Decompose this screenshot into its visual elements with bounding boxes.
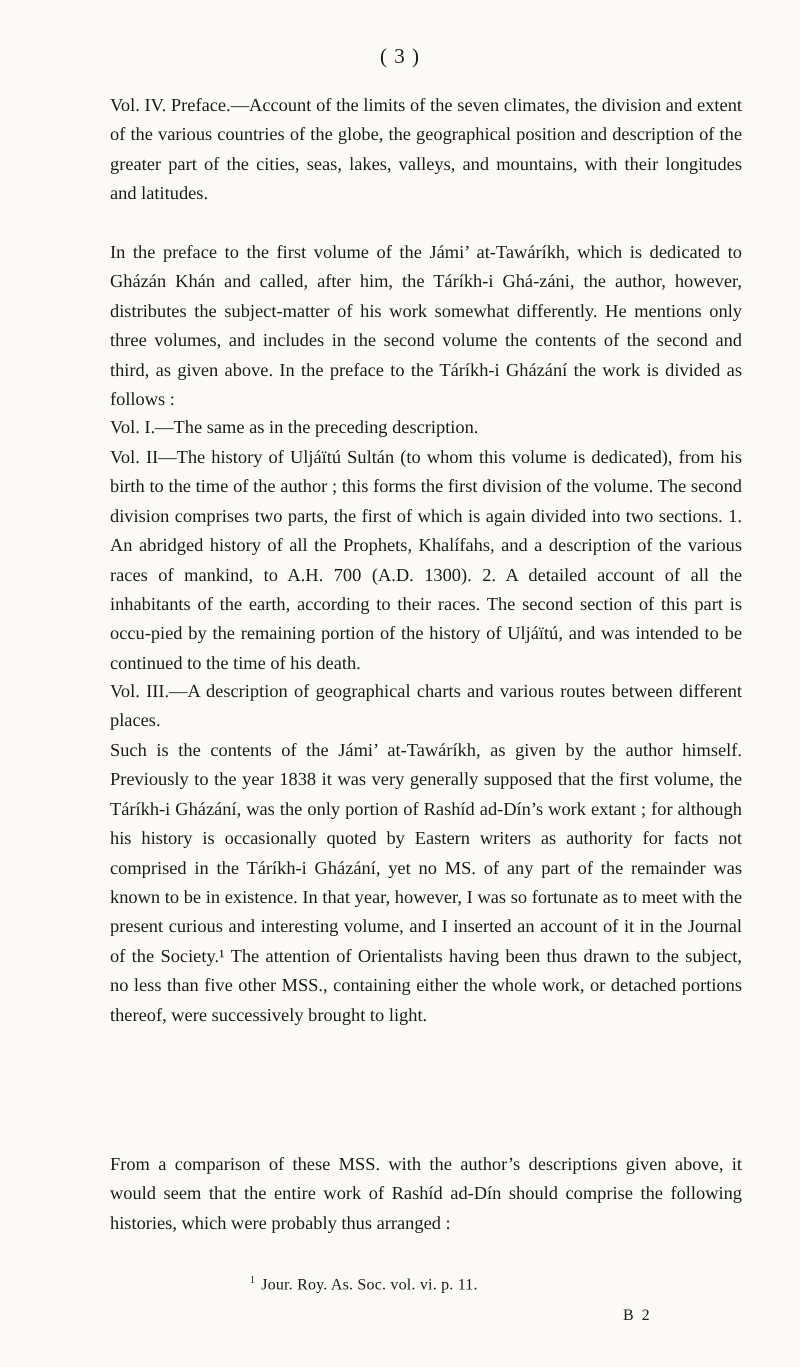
paragraph-text: In the preface to the first volume of the Jámi’ at-Tawáríkh, which is dedicated to Gházán Khán and called, after him, the Táríkh-i Ghá-záni, the author, however, distributes the subject-matter of his work somewhat differently. He mentions only three volumes, and includes in the second volume the contents of the second and third, as given above. In the preface to the Táríkh-i Gházání the work is divided as follows :: [110, 242, 742, 410]
paragraph-text: Vol. I.—The same as in the preceding description.: [110, 417, 479, 437]
page-number: ( 3 ): [380, 44, 420, 68]
paragraph-text: From a comparison of these MSS. with the author’s descriptions given above, it would seem that the entire work of Rashíd ad-Dín should comprise the following histories, which were probably thus arranged :: [110, 1154, 742, 1233]
paragraph-vol1: [110, 413, 742, 442]
paragraph-vol4-preface: [110, 91, 742, 209]
paragraph-comparison: [110, 1150, 742, 1238]
paragraph-text: Such is the contents of the Jámi’ at-Tawáríkh, as given by the author himself. Previously to the year 1838 it was very generally supposed that the first volume, the Táríkh-i Gházání, was the only portion of Rashíd ad-Dín’s work extant ; for although his history is occasionally quoted by Eastern writers as authority for facts not comprised in the Táríkh-i Gházání, yet no MS. of any part of the remainder was known to be in existence. In that year, however, I was so fortunate as to meet with the present curious and interesting volume, and I inserted an account of it in the Journal of the Society.¹ The attention of Orientalists having been thus drawn to the subject, no less than five other MSS., containing either the whole work, or detached portions thereof, were successively brought to light.: [110, 740, 742, 1025]
paragraph-vol2: [110, 443, 742, 678]
paragraph-text: Vol. IV. Preface.—Account of the limits of the seven climates, the division and extent of the various countries of the globe, the geographical position and description of the greater part of the cities, seas, lakes, valleys, and mountains, with their longitudes and latitudes.: [110, 95, 742, 204]
paragraph-tarikh-preface: [110, 238, 742, 414]
footnote: [250, 1275, 478, 1294]
paragraph-text: Vol. II—The history of Uljáïtú Sultán (to whom this volume is dedicated), from his birth to the time of the author ; this forms the first division of the volume. The second division comprises two parts, the first of which is again divided into two sections. 1. An abridged history of all the Prophets, Khalífahs, and a description of the various races of mankind, to A.H. 700 (A.D. 1300). 2. A detailed account of all the inhabitants of the earth, according to their races. The second section of this part is occu-pied by the remaining portion of the history of Uljáïtú, and was intended to be continued to the time of his death.: [110, 447, 742, 673]
paragraph-vol3: [110, 677, 742, 736]
paragraph-contents: [110, 736, 742, 1030]
footnote-text: Jour. Roy. As. Soc. vol. vi. p. 11.: [261, 1276, 478, 1294]
paragraph-text: Vol. III.—A description of geographical charts and various routes between different places.: [110, 681, 742, 731]
signature-mark: B 2: [623, 1307, 652, 1324]
footnote-marker: 1: [250, 1275, 256, 1286]
